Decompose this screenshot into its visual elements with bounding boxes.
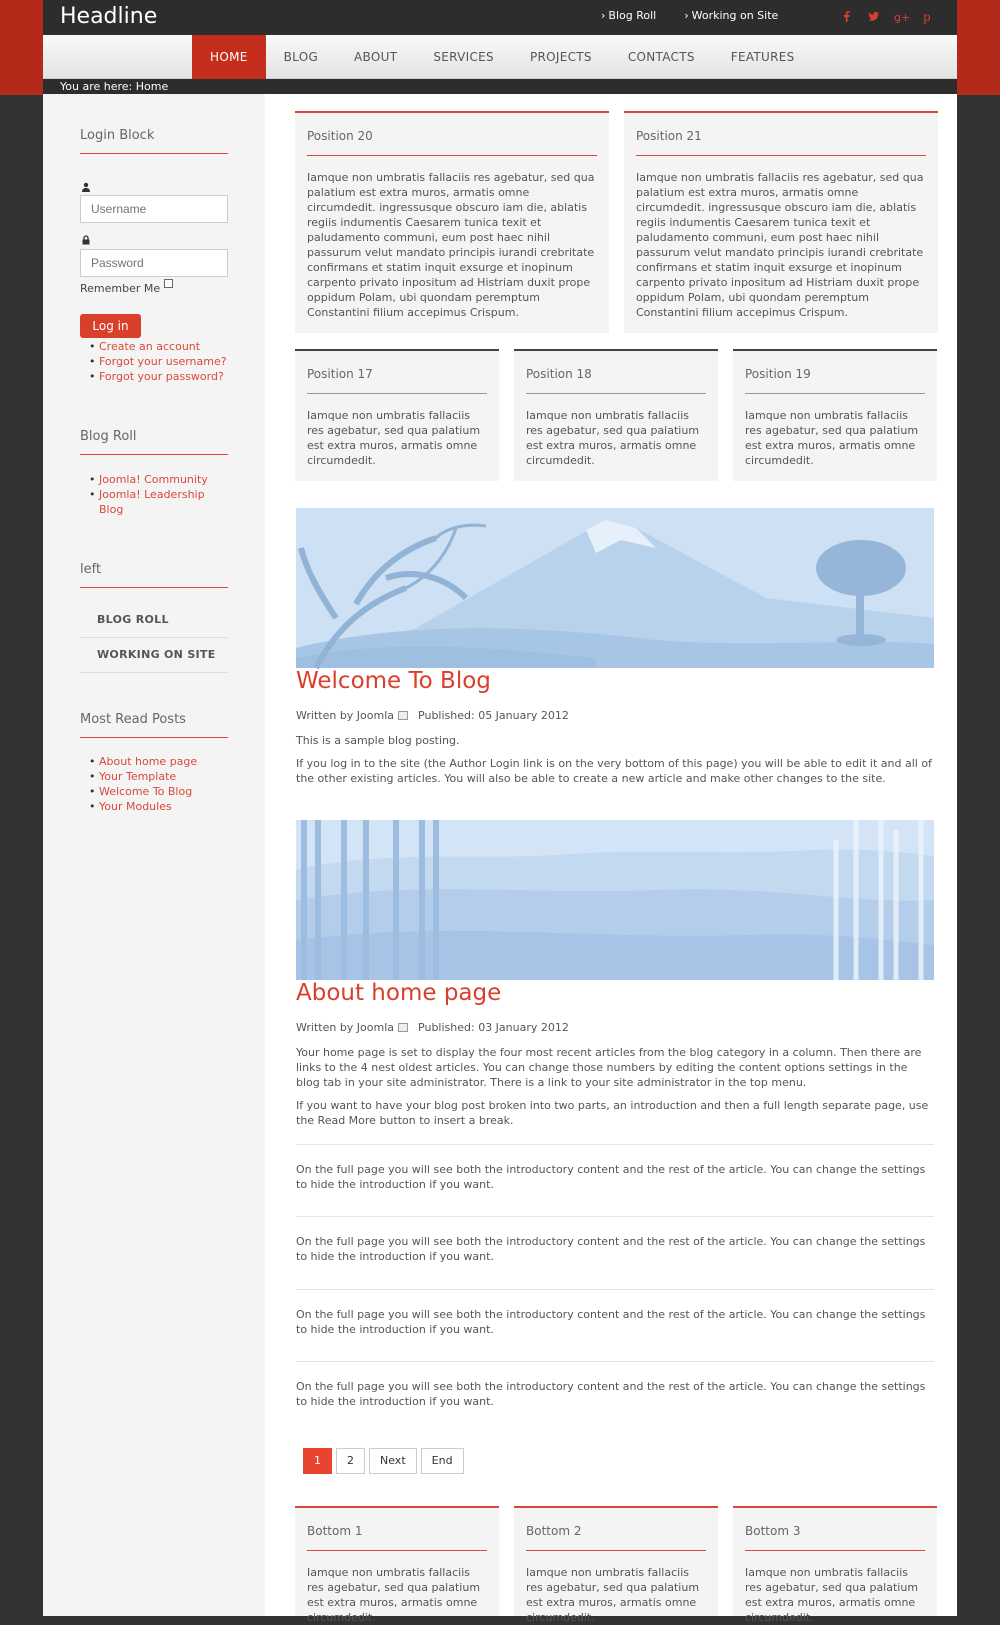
page-1-button[interactable]: 1 [303, 1448, 332, 1474]
position-20-text: Iamque non umbratis fallaciis res agebatur, sed qua palatium est extra muros, armatis omne circumdedit. ingressusque obscuro iam die, ablatis regiis indumentis Caesarem tunica texit et paludamento communi, eum post haec nihil passurum velut mandato principis iurandi crebritate confirmans et statim inquit exsurge et inopinum carpento privato inpositum ad Histriam duxit prope oppidum Polam, ubi quondam peremptum Constantini filium accepimus Crispum. [307, 171, 595, 319]
bottom-3-box [733, 1506, 937, 1624]
position-19-text: Iamque non umbratis fallaciis res agebatur, sed qua palatium est extra muros, armatis omne circumdedit. [745, 409, 919, 467]
most-read-link[interactable]: • Welcome To Blog [80, 784, 240, 799]
nav-services[interactable]: SERVICES [433, 50, 494, 64]
article-1-title[interactable]: Welcome To Blog [296, 668, 491, 694]
bottom-1-text: Iamque non umbratis fallaciis res agebatur, sed qua palatium est extra muros, armatis omne circumdedit. [307, 1566, 481, 1624]
most-read-link[interactable]: • Your Template [80, 769, 240, 784]
bottom-3-title: Bottom 3 [745, 1524, 925, 1551]
position-17-text: Iamque non umbratis fallaciis res agebatur, sed qua palatium est extra muros, armatis omne circumdedit. [307, 409, 481, 467]
top-link-working-on-site[interactable]: › Working on Site [684, 9, 779, 22]
blog-roll-links [80, 472, 210, 517]
calendar-icon [398, 1023, 408, 1032]
end-page-button[interactable]: End [421, 1448, 464, 1474]
position-18-box [514, 349, 718, 481]
most-read-links [80, 754, 240, 814]
article-1-banner-image [296, 508, 934, 668]
article-1-meta [296, 709, 569, 722]
username-input[interactable] [80, 195, 228, 223]
article-2-paragraph: Your home page is set to display the four most recent articles from the blog category in a column. Then there are links to the 4 nest oldest articles. You can change those numbers by editing the content options settings in the blog tab in your site administrator. There is a link to your site administrator in the top menu. [296, 1046, 922, 1089]
nav-features[interactable]: FEATURES [730, 50, 795, 64]
article-1-published: Published: 05 January 2012 [418, 709, 569, 722]
position-19-title: Position 19 [745, 367, 925, 394]
login-block-title: Login Block [80, 128, 228, 154]
blog-roll-title: Blog Roll [80, 429, 228, 455]
next-page-button[interactable]: Next [369, 1448, 417, 1474]
intro-item: On the full page you will see both the introductory content and the rest of the article. You can change the settings to hide the introduction if you want. [296, 1380, 926, 1408]
article-1-paragraph: If you log in to the site (the Author Login link is on the very bottom of this page) you will be able to edit it and all of the other existing articles. You will also be able to create a new article and make other changes to the site. [296, 757, 932, 785]
svg-text:p: p [923, 10, 931, 24]
nav-home[interactable]: HOME [192, 35, 266, 79]
bottom-2-box [514, 1506, 718, 1624]
intro-item: On the full page you will see both the introductory content and the rest of the article. You can change the settings to hide the introduction if you want. [296, 1235, 926, 1263]
article-2-published: Published: 03 January 2012 [418, 1021, 569, 1034]
google-plus-icon[interactable] [893, 9, 911, 24]
bottom-1-box [295, 1506, 499, 1624]
create-account-link[interactable]: • Create an account [80, 339, 240, 354]
site-logo[interactable]: Headline [60, 4, 158, 29]
calendar-icon [398, 711, 408, 720]
divider [296, 1216, 934, 1217]
most-read-link[interactable]: • Your Modules [80, 799, 240, 814]
intro-item: On the full page you will see both the introductory content and the rest of the article. You can change the settings to hide the introduction if you want. [296, 1163, 926, 1191]
chevron-right-icon: › [601, 9, 606, 22]
pinterest-icon[interactable] [920, 9, 935, 24]
top-link-blog-roll[interactable]: › Blog Roll [601, 9, 657, 22]
sidebar [43, 94, 265, 1616]
nav-blog[interactable]: BLOG [283, 50, 319, 64]
article-1-author: Written by Joomla [296, 709, 395, 722]
article-2-title[interactable]: About home page [296, 980, 502, 1006]
position-19-box [733, 349, 937, 481]
left-menu-blog-roll[interactable]: BLOG ROLL [80, 603, 228, 638]
position-20-box [295, 111, 609, 333]
login-links [80, 339, 240, 384]
breadcrumb-home[interactable]: Home [135, 80, 169, 93]
twitter-icon[interactable] [866, 9, 881, 24]
divider [296, 1361, 934, 1362]
joomla-leadership-link[interactable]: • Joomla! Leadership Blog [80, 487, 210, 517]
left-menu-title: left [80, 562, 228, 588]
bottom-1-title: Bottom 1 [307, 1524, 487, 1551]
article-2-author: Written by Joomla [296, 1021, 395, 1034]
position-17-title: Position 17 [307, 367, 487, 394]
password-input[interactable] [80, 249, 228, 277]
page-2-button[interactable]: 2 [336, 1448, 365, 1474]
top-links [601, 9, 778, 22]
breadcrumb: You are here: Home [43, 79, 957, 94]
svg-text:g+: g+ [894, 11, 911, 24]
user-icon [81, 182, 91, 192]
top-bar [43, 0, 957, 35]
page-wrapper [43, 0, 957, 1624]
article-1-paragraph: This is a sample blog posting. [296, 734, 460, 747]
most-read-title: Most Read Posts [80, 712, 228, 738]
main-nav [43, 35, 957, 79]
intro-item: On the full page you will see both the introductory content and the rest of the article. You can change the settings to hide the introduction if you want. [296, 1308, 926, 1336]
article-2-paragraph: If you want to have your blog post broken into two parts, an introduction and then a full length separate page, use the Read More button to insert a break. [296, 1099, 929, 1127]
position-21-box [624, 111, 938, 333]
lock-icon [81, 235, 91, 245]
left-menu-working-on-site[interactable]: WORKING ON SITE [80, 638, 228, 673]
position-20-title: Position 20 [307, 129, 597, 156]
bottom-2-text: Iamque non umbratis fallaciis res agebatur, sed qua palatium est extra muros, armatis omne circumdedit. [526, 1566, 700, 1624]
joomla-community-link[interactable]: • Joomla! Community [80, 472, 210, 487]
position-21-text: Iamque non umbratis fallaciis res agebatur, sed qua palatium est extra muros, armatis omne circumdedit. ingressusque obscuro iam die, ablatis regiis indumentis Caesarem tunica texit et paludamento communi, eum post haec nihil passurum velut mandato principis iurandi crebritate confirmans et statim inquit exsurge et inopinum carpento privato inpositum ad Histriam duxit prope oppidum Polam, ubi quondam peremptum Constantini filium accepimus Crispum. [636, 171, 924, 319]
most-read-link[interactable]: • About home page [80, 754, 240, 769]
nav-projects[interactable]: PROJECTS [529, 50, 592, 64]
nav-contacts[interactable]: CONTACTS [627, 50, 695, 64]
position-18-title: Position 18 [526, 367, 706, 394]
bottom-2-title: Bottom 2 [526, 1524, 706, 1551]
facebook-icon[interactable] [839, 9, 854, 24]
chevron-right-icon: › [684, 9, 689, 22]
position-18-text: Iamque non umbratis fallaciis res agebatur, sed qua palatium est extra muros, armatis omne circumdedit. [526, 409, 700, 467]
remember-me: Remember Me [80, 282, 173, 295]
pagination [303, 1448, 464, 1474]
nav-about[interactable]: ABOUT [354, 50, 398, 64]
social-icons [839, 9, 935, 24]
position-21-title: Position 21 [636, 129, 926, 156]
bottom-3-text: Iamque non umbratis fallaciis res agebatur, sed qua palatium est extra muros, armatis omne circumdedit. [745, 1566, 919, 1624]
remember-me-checkbox[interactable] [164, 279, 173, 288]
divider [296, 1289, 934, 1290]
position-17-box [295, 349, 499, 481]
article-2-meta [296, 1021, 569, 1034]
article-2-banner-image [296, 820, 934, 980]
login-button[interactable]: Log in [80, 314, 141, 338]
forgot-password-link[interactable]: • Forgot your password? [80, 369, 240, 384]
forgot-username-link[interactable]: • Forgot your username? [80, 354, 240, 369]
divider [296, 1144, 934, 1145]
